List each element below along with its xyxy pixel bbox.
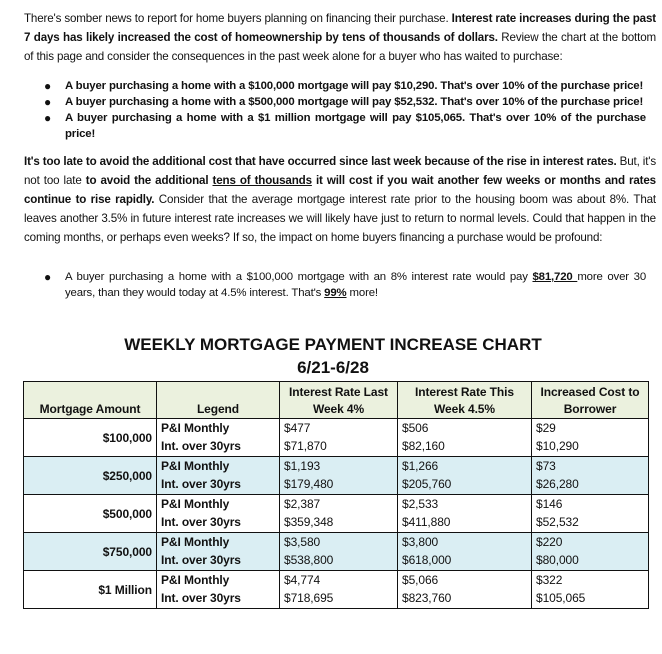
this-week-cell-value: $618,000 — [402, 553, 452, 567]
legend-cell-value: P&I Monthly — [161, 497, 230, 511]
legend-cell-value: Int. over 30yrs — [161, 553, 241, 567]
mortgage-table — [23, 381, 649, 609]
last-week-cell-value: $71,870 — [284, 439, 327, 453]
mortgage-amount-cell-value: $750,000 — [102, 544, 152, 559]
this-week-cell — [398, 457, 532, 495]
legend-cell-value: Int. over 30yrs — [161, 477, 241, 491]
bold-text: to avoid the additional — [85, 174, 213, 187]
increase-cell-value: $10,290 — [536, 439, 579, 453]
table-row — [24, 533, 649, 571]
mortgage-amount-cell-value: $100,000 — [102, 430, 152, 445]
list-item — [0, 94, 646, 110]
increase-cell-value: $52,532 — [536, 515, 579, 529]
bullet-text: more over 30 years, than they would today at 4.5% interest. That's — [65, 271, 646, 299]
mortgage-amount-cell — [24, 571, 157, 609]
table-header-row — [24, 382, 649, 419]
bullet-icon: ● — [44, 95, 52, 109]
legend-cell — [157, 495, 280, 533]
last-week-cell-value: $359,348 — [284, 515, 334, 529]
bullet-text: A buyer purchasing a home with a $100,000 mortgage will pay $10,290. That's over 10% of the purchase price! — [65, 80, 644, 92]
bold-text: It's too late to avoid the additional cost that have occurred since last week because of the rise in interest rates. — [24, 155, 617, 168]
last-week-cell-value: $1,193 — [284, 459, 321, 473]
table-row — [24, 571, 649, 609]
amount-text: $81,720 — [532, 271, 578, 283]
bullet-icon: ● — [44, 270, 52, 284]
legend-cell-value: P&I Monthly — [161, 535, 230, 549]
increase-cell-value: $105,065 — [536, 591, 586, 605]
increase-cell-value: $26,280 — [536, 477, 579, 491]
last-week-cell-value: $718,695 — [284, 591, 334, 605]
header-increased-cost: Increased Cost to Borrower — [532, 382, 649, 419]
chart-subtitle: 6/21-6/28 — [297, 358, 369, 377]
bullet-text: A buyer purchasing a home with a $1 million mortgage will pay $105,065. That's over 10% of the purchase price! — [65, 112, 646, 140]
increase-cell — [532, 457, 649, 495]
this-week-cell-value: $2,533 — [402, 497, 439, 511]
this-week-cell-value: $1,266 — [402, 459, 439, 473]
legend-cell-value: P&I Monthly — [161, 573, 230, 587]
header-mortgage-amount: Mortgage Amount — [24, 382, 157, 419]
this-week-cell-value: $411,880 — [402, 515, 451, 529]
bold-text: it will cost if you wait another few weeks or months and rates continue to rise rapidly. — [24, 174, 656, 206]
increase-cell-value: $322 — [536, 573, 563, 587]
bullet-text: A buyer purchasing a home with a $100,000 mortgage with an 8% interest rate would pay — [65, 271, 533, 283]
bullet-text: A buyer purchasing a home with a $500,000 mortgage will pay $52,532. That's over 10% of the purchase price! — [65, 96, 644, 108]
this-week-cell-value: $5,066 — [402, 573, 439, 587]
last-week-cell — [280, 419, 398, 457]
this-week-cell — [398, 419, 532, 457]
increase-cell — [532, 533, 649, 571]
bullet-text: more! — [346, 287, 378, 299]
legend-cell — [157, 457, 280, 495]
this-week-cell — [398, 571, 532, 609]
last-week-cell — [280, 533, 398, 571]
last-week-cell — [280, 571, 398, 609]
last-week-cell-value: $3,580 — [284, 535, 321, 549]
this-week-cell-value: $506 — [402, 421, 429, 435]
header-legend: Legend — [157, 382, 280, 419]
last-week-cell — [280, 495, 398, 533]
this-week-cell — [398, 533, 532, 571]
underlined-text: tens of thousands — [212, 174, 312, 187]
increase-cell — [532, 419, 649, 457]
increase-cell — [532, 495, 649, 533]
list-item — [0, 269, 646, 301]
legend-cell-value: Int. over 30yrs — [161, 439, 241, 453]
plain-text: Consider that the average mortgage interest rate prior to the housing boom was about 8%. That leaves another 3.5% in future interest rate increases we will likely have just to return to normal levels. Could that happen in the coming months, or perhaps even weeks? If so, the impact on home buyers financing a purchase would be profound: — [24, 193, 656, 244]
increase-cell-value: $80,000 — [536, 553, 579, 567]
bullet-icon: ● — [44, 79, 52, 93]
chart-title: WEEKLY MORTGAGE PAYMENT INCREASE CHART — [124, 335, 542, 354]
mortgage-amount-cell — [24, 533, 157, 571]
intro-bold-text: Interest rate increases during the past 7 days has likely increased the cost of homeownership by tens of thousands of dollars. — [24, 12, 656, 44]
last-week-cell-value: $477 — [284, 421, 311, 435]
this-week-cell — [398, 495, 532, 533]
table-body — [24, 419, 649, 609]
list-item — [0, 78, 646, 94]
increase-cell-value: $146 — [536, 497, 563, 511]
list-item — [0, 110, 646, 142]
legend-cell-value: P&I Monthly — [161, 459, 230, 473]
mortgage-amount-cell — [24, 419, 157, 457]
increase-cell-value: $73 — [536, 459, 556, 473]
mortgage-amount-cell — [24, 457, 157, 495]
header-rate-last-week: Interest Rate Last Week 4% — [280, 382, 398, 419]
mortgage-amount-cell — [24, 495, 157, 533]
legend-cell — [157, 571, 280, 609]
plain-text: But, it's not too late — [24, 155, 656, 187]
this-week-cell-value: $3,800 — [402, 535, 439, 549]
bullet-icon: ● — [44, 111, 52, 125]
intro-paragraph — [24, 9, 656, 66]
table-row — [24, 495, 649, 533]
last-week-cell-value: $4,774 — [284, 573, 321, 587]
last-week-cell — [280, 457, 398, 495]
table-row — [24, 419, 649, 457]
legend-cell — [157, 533, 280, 571]
warning-paragraph — [24, 152, 656, 247]
increase-cell — [532, 571, 649, 609]
mortgage-amount-cell-value: $1 Million — [98, 582, 152, 597]
legend-cell-value: Int. over 30yrs — [161, 515, 241, 529]
last-week-cell-value: $2,387 — [284, 497, 321, 511]
projection-bullet-list — [0, 269, 646, 301]
last-week-cell-value: $538,800 — [284, 553, 334, 567]
mortgage-amount-cell-value: $500,000 — [102, 506, 152, 521]
header-rate-this-week: Interest Rate This Week 4.5% — [398, 382, 532, 419]
intro-text-end: Review the chart at the bottom of this page and consider the consequences in the past week alone for a buyer who has waited to purchase: — [24, 31, 656, 63]
increase-cell-value: $29 — [536, 421, 556, 435]
last-week-cell-value: $179,480 — [284, 477, 334, 491]
increase-cell-value: $220 — [536, 535, 563, 549]
this-week-cell-value: $205,760 — [402, 477, 452, 491]
mortgage-amount-cell-value: $250,000 — [102, 468, 152, 483]
table-row — [24, 457, 649, 495]
intro-text: There's somber news to report for home buyers planning on financing their purchase. — [24, 12, 452, 25]
consequence-bullet-list — [0, 78, 646, 142]
this-week-cell-value: $82,160 — [402, 439, 445, 453]
this-week-cell-value: $823,760 — [402, 591, 452, 605]
legend-cell — [157, 419, 280, 457]
percent-text: 99% — [324, 287, 347, 299]
legend-cell-value: Int. over 30yrs — [161, 591, 241, 605]
legend-cell-value: P&I Monthly — [161, 421, 230, 435]
